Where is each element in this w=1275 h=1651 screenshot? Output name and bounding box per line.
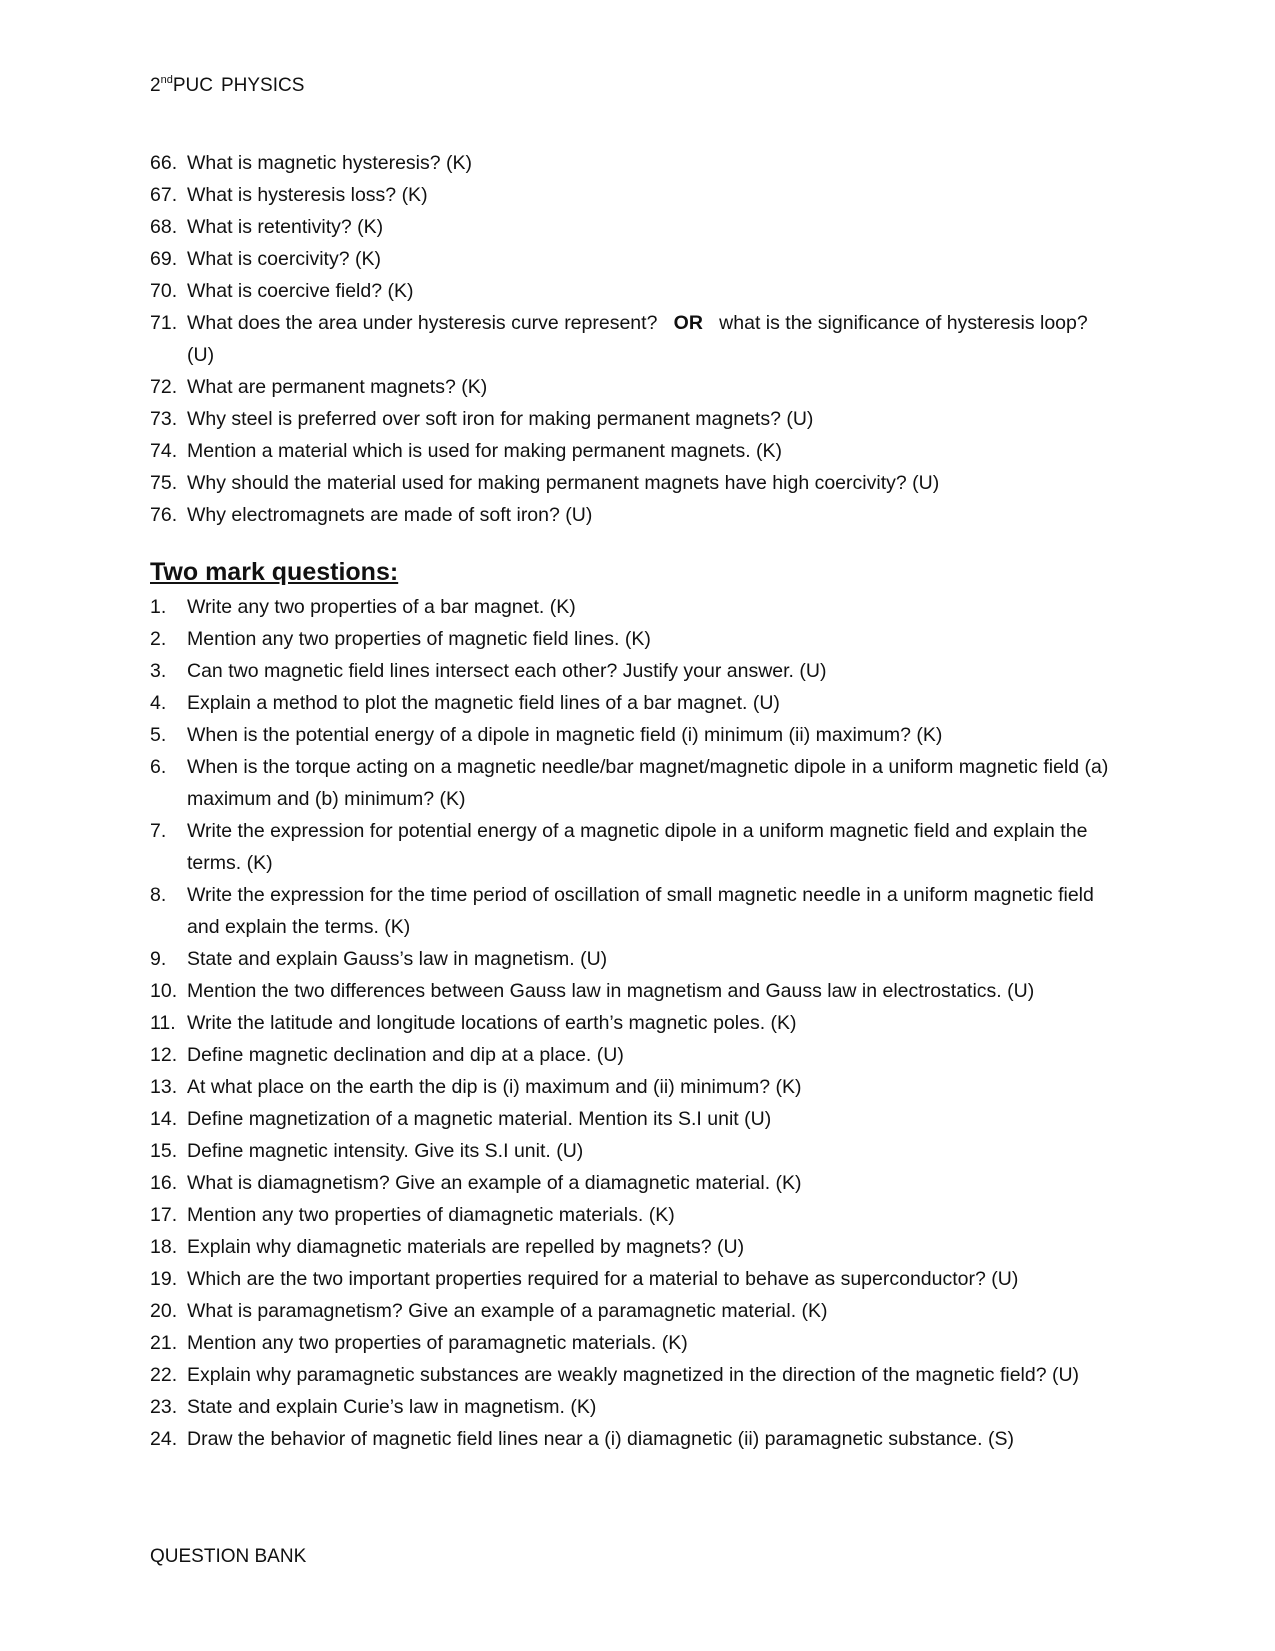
question-number: 21. bbox=[150, 1332, 178, 1354]
question-number: 1. bbox=[150, 596, 167, 618]
question-item bbox=[150, 1423, 1120, 1455]
question-number: 9. bbox=[150, 948, 167, 970]
question-number: 16. bbox=[150, 1172, 178, 1194]
question-text: Write any two properties of a bar magnet. (K) bbox=[187, 596, 576, 618]
question-text: What is diamagnetism? Give an example of a diamagnetic material. (K) bbox=[187, 1172, 802, 1194]
question-item bbox=[150, 435, 1120, 467]
question-item bbox=[150, 147, 1120, 179]
question-text: Which are the two important properties required for a material to behave as superconductor? (U) bbox=[187, 1268, 1019, 1290]
question-item bbox=[150, 307, 1120, 371]
question-item bbox=[150, 243, 1120, 275]
question-text: State and explain Gauss’s law in magnetism. (U) bbox=[187, 948, 608, 970]
question-number: 24. bbox=[150, 1428, 178, 1450]
question-number: 69. bbox=[150, 248, 178, 270]
question-text: State and explain Curie’s law in magnetism. (K) bbox=[187, 1396, 597, 1418]
question-text: What is coercive field? (K) bbox=[187, 280, 414, 302]
one-mark-question-list bbox=[150, 147, 1120, 531]
question-text: Mention the two differences between Gauss law in magnetism and Gauss law in electrostatics. (U) bbox=[187, 980, 1035, 1002]
question-text: At what place on the earth the dip is (i) maximum and (ii) minimum? (K) bbox=[187, 1076, 802, 1098]
question-number: 7. bbox=[150, 820, 167, 842]
question-item bbox=[150, 975, 1120, 1007]
question-text-part: What does the area under hysteresis curve represent? bbox=[187, 312, 674, 334]
question-item bbox=[150, 1359, 1120, 1391]
question-item bbox=[150, 815, 1120, 879]
question-text: What are permanent magnets? (K) bbox=[187, 376, 488, 398]
question-text-part: what is the significance of hysteresis loop? (U) bbox=[187, 312, 1094, 366]
question-number: 74. bbox=[150, 440, 178, 462]
question-text: Why should the material used for making permanent magnets have high coercivity? (U) bbox=[187, 472, 940, 494]
question-item bbox=[150, 467, 1120, 499]
question-number: 18. bbox=[150, 1236, 178, 1258]
question-number: 15. bbox=[150, 1140, 178, 1162]
or-emphasis: OR bbox=[673, 312, 703, 334]
question-number: 66. bbox=[150, 152, 178, 174]
question-item bbox=[150, 1327, 1120, 1359]
question-text: Why steel is preferred over soft iron for making permanent magnets? (U) bbox=[187, 408, 814, 430]
question-text: Write the expression for the time period of oscillation of small magnetic needle in a uniform magnetic field and explain the terms. (K) bbox=[187, 884, 1094, 938]
question-number: 23. bbox=[150, 1396, 178, 1418]
question-text: Explain why diamagnetic materials are repelled by magnets? (U) bbox=[187, 1236, 745, 1258]
question-text: Explain why paramagnetic substances are weakly magnetized in the direction of the magnetic field? (U) bbox=[187, 1364, 1080, 1386]
question-number: 6. bbox=[150, 756, 167, 778]
question-item bbox=[150, 1039, 1120, 1071]
question-number: 2. bbox=[150, 628, 167, 650]
header-superscript: nd bbox=[160, 74, 173, 86]
question-number: 75. bbox=[150, 472, 178, 494]
question-item bbox=[150, 1295, 1120, 1327]
question-item bbox=[150, 1199, 1120, 1231]
page-footer: QUESTION BANK bbox=[150, 1546, 307, 1567]
question-item bbox=[150, 655, 1120, 687]
question-number: 3. bbox=[150, 660, 167, 682]
header-prefix: 2 bbox=[150, 75, 161, 96]
question-item bbox=[150, 687, 1120, 719]
question-text: Mention any two properties of paramagnetic materials. (K) bbox=[187, 1332, 688, 1354]
header-course: PUC bbox=[172, 75, 213, 96]
question-item bbox=[150, 211, 1120, 243]
question-text: What is retentivity? (K) bbox=[187, 216, 384, 238]
question-number: 8. bbox=[150, 884, 167, 906]
question-number: 68. bbox=[150, 216, 178, 238]
question-item bbox=[150, 371, 1120, 403]
question-text: What is hysteresis loss? (K) bbox=[187, 184, 428, 206]
question-text: What is coercivity? (K) bbox=[187, 248, 381, 270]
question-text: When is the torque acting on a magnetic needle/bar magnet/magnetic dipole in a uniform magnetic field (a) maximum and (b) minimum? (K) bbox=[187, 756, 1109, 810]
question-text: Define magnetization of a magnetic material. Mention its S.I unit (U) bbox=[187, 1108, 772, 1130]
question-item bbox=[150, 275, 1120, 307]
question-item bbox=[150, 1103, 1120, 1135]
question-item bbox=[150, 1391, 1120, 1423]
question-number: 17. bbox=[150, 1204, 178, 1226]
question-item bbox=[150, 1167, 1120, 1199]
question-item bbox=[150, 623, 1120, 655]
page-header bbox=[150, 74, 304, 98]
question-text: What is paramagnetism? Give an example of a paramagnetic material. (K) bbox=[187, 1300, 828, 1322]
question-text: Draw the behavior of magnetic field lines near a (i) diamagnetic (ii) paramagnetic substance. (S) bbox=[187, 1428, 1014, 1450]
question-text bbox=[187, 312, 1093, 366]
question-number: 72. bbox=[150, 376, 178, 398]
question-number: 67. bbox=[150, 184, 178, 206]
question-item bbox=[150, 1071, 1120, 1103]
question-text: When is the potential energy of a dipole in magnetic field (i) minimum (ii) maximum? (K) bbox=[187, 724, 943, 746]
question-text: Mention any two properties of magnetic field lines. (K) bbox=[187, 628, 651, 650]
question-item bbox=[150, 591, 1120, 623]
question-item bbox=[150, 499, 1120, 531]
question-item bbox=[150, 751, 1120, 815]
question-item bbox=[150, 1007, 1120, 1039]
question-item bbox=[150, 403, 1120, 435]
question-number: 71. bbox=[150, 312, 178, 334]
header-subject: PHYSICS bbox=[220, 75, 305, 96]
question-number: 19. bbox=[150, 1268, 178, 1290]
question-text: Mention a material which is used for making permanent magnets. (K) bbox=[187, 440, 783, 462]
question-text: Mention any two properties of diamagnetic materials. (K) bbox=[187, 1204, 675, 1226]
question-item bbox=[150, 179, 1120, 211]
question-text: Define magnetic declination and dip at a place. (U) bbox=[187, 1044, 624, 1066]
question-text: Can two magnetic field lines intersect each other? Justify your answer. (U) bbox=[187, 660, 827, 682]
question-number: 10. bbox=[150, 980, 178, 1002]
question-item bbox=[150, 879, 1120, 943]
question-number: 20. bbox=[150, 1300, 178, 1322]
question-text: What is magnetic hysteresis? (K) bbox=[187, 152, 473, 174]
question-number: 73. bbox=[150, 408, 178, 430]
section-heading-two-mark: Two mark questions: bbox=[150, 558, 399, 586]
question-item bbox=[150, 1263, 1120, 1295]
two-mark-question-list bbox=[150, 591, 1120, 1455]
question-item bbox=[150, 719, 1120, 751]
question-number: 5. bbox=[150, 724, 167, 746]
question-number: 13. bbox=[150, 1076, 178, 1098]
question-item bbox=[150, 1135, 1120, 1167]
question-number: 11. bbox=[150, 1012, 176, 1034]
question-number: 4. bbox=[150, 692, 167, 714]
question-text: Why electromagnets are made of soft iron? (U) bbox=[187, 504, 593, 526]
question-item bbox=[150, 1231, 1120, 1263]
question-number: 14. bbox=[150, 1108, 178, 1130]
question-number: 76. bbox=[150, 504, 178, 526]
question-item bbox=[150, 943, 1120, 975]
question-number: 12. bbox=[150, 1044, 178, 1066]
question-text: Define magnetic intensity. Give its S.I unit. (U) bbox=[187, 1140, 584, 1162]
question-text: Write the expression for potential energy of a magnetic dipole in a uniform magnetic field and explain the terms. (K) bbox=[187, 820, 1088, 874]
question-text: Write the latitude and longitude locations of earth’s magnetic poles. (K) bbox=[187, 1012, 797, 1034]
question-number: 70. bbox=[150, 280, 178, 302]
question-number: 22. bbox=[150, 1364, 178, 1386]
question-text: Explain a method to plot the magnetic field lines of a bar magnet. (U) bbox=[187, 692, 780, 714]
